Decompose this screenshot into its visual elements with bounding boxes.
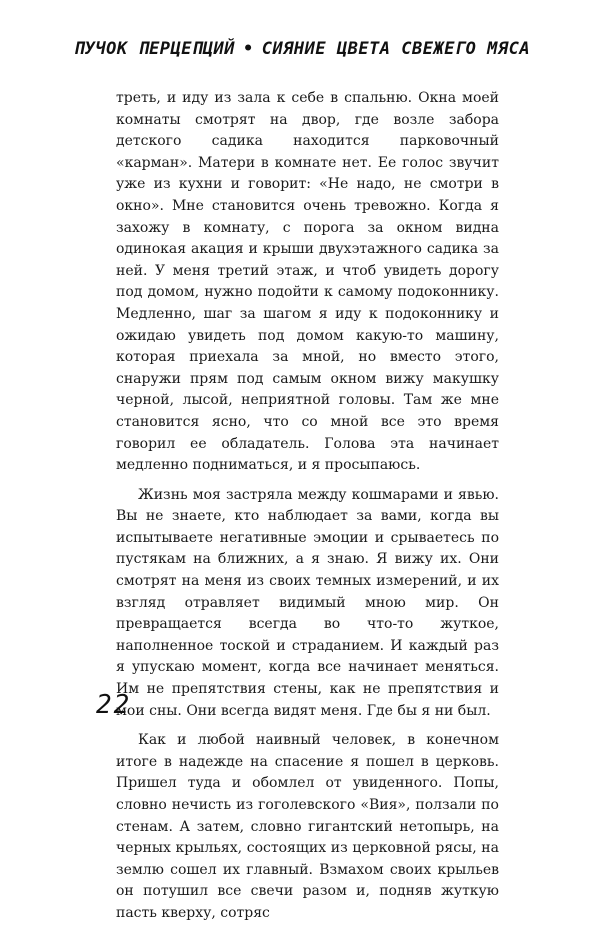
header-chapter-title: СИЯНИЕ ЦВЕТА СВЕЖЕГО МЯСА xyxy=(261,39,531,59)
paragraph-2: Жизнь моя застряла между кошмарами и явью. Вы не знаете, кто наблюдает за вами, когда вы испытываете негативные эмоции и срываетесь по пустякам на ближних, а я знаю. Я вижу их. Они смотрят на меня из своих темных измерений, и их взгляд отравляет видимый мною мир. Он превращается всегда во что-то жуткое, наполненное тоской и страданием. И каждый раз я упускаю момент, когда все начинает меняться. Им не препятствия стены, как не препятствия и мои сны. Они всегда видят меня. Где бы я ни был. xyxy=(116,486,499,719)
header-book-title: ПУЧОК ПЕРЦЕПЦИЙ xyxy=(73,39,235,59)
header-separator: • xyxy=(242,39,254,59)
paragraph-3: Как и любой наивный человек, в конечном итоге в надежде на спасение я пошел в церковь. Пришел туда и обомлел от увиденного. Попы, словно нечисть из гоголевского «Вия», ползали по стенам. А затем, словно гигантский нетопырь, на черных крыльях, состоящих из церковной рясы, на землю сошел их главный. Взмахом своих крыльев он потушил все свечи разом и, подняв жуткую пасть кверху, сотряс xyxy=(116,732,499,921)
running-header xyxy=(73,32,531,66)
paragraph-1: треть, и иду из зала к себе в спальню. Окна моей комнаты смотрят на двор, где возле забора детского садика находится парковочный «карман». Матери в комнате нет. Ее голос звучит уже из кухни и говорит: «Не надо, не смотри в окно». Мне становится очень тревожно. Когда я захожу в комнату, с порога за окном видна одинокая акация и крыши двухэтажного садика за ней. У меня третий этаж, и чтоб увидеть дорогу под домом, нужно подойти к самому подоконнику. Медленно, шаг за шагом я иду к подоконнику и ожидаю увидеть под домом какую-то машину, которая приехала за мной, но вместо этого, снаружи прям под самым окном вижу макушку черной, лысой, неприятной головы. Там же мне становится ясно, что со мной все это время говорил ее обладатель. Голова эта начинает медленно подниматься, и я просыпаюсь. xyxy=(116,90,499,474)
page-number: 22 xyxy=(96,690,132,720)
body-text xyxy=(116,88,499,925)
